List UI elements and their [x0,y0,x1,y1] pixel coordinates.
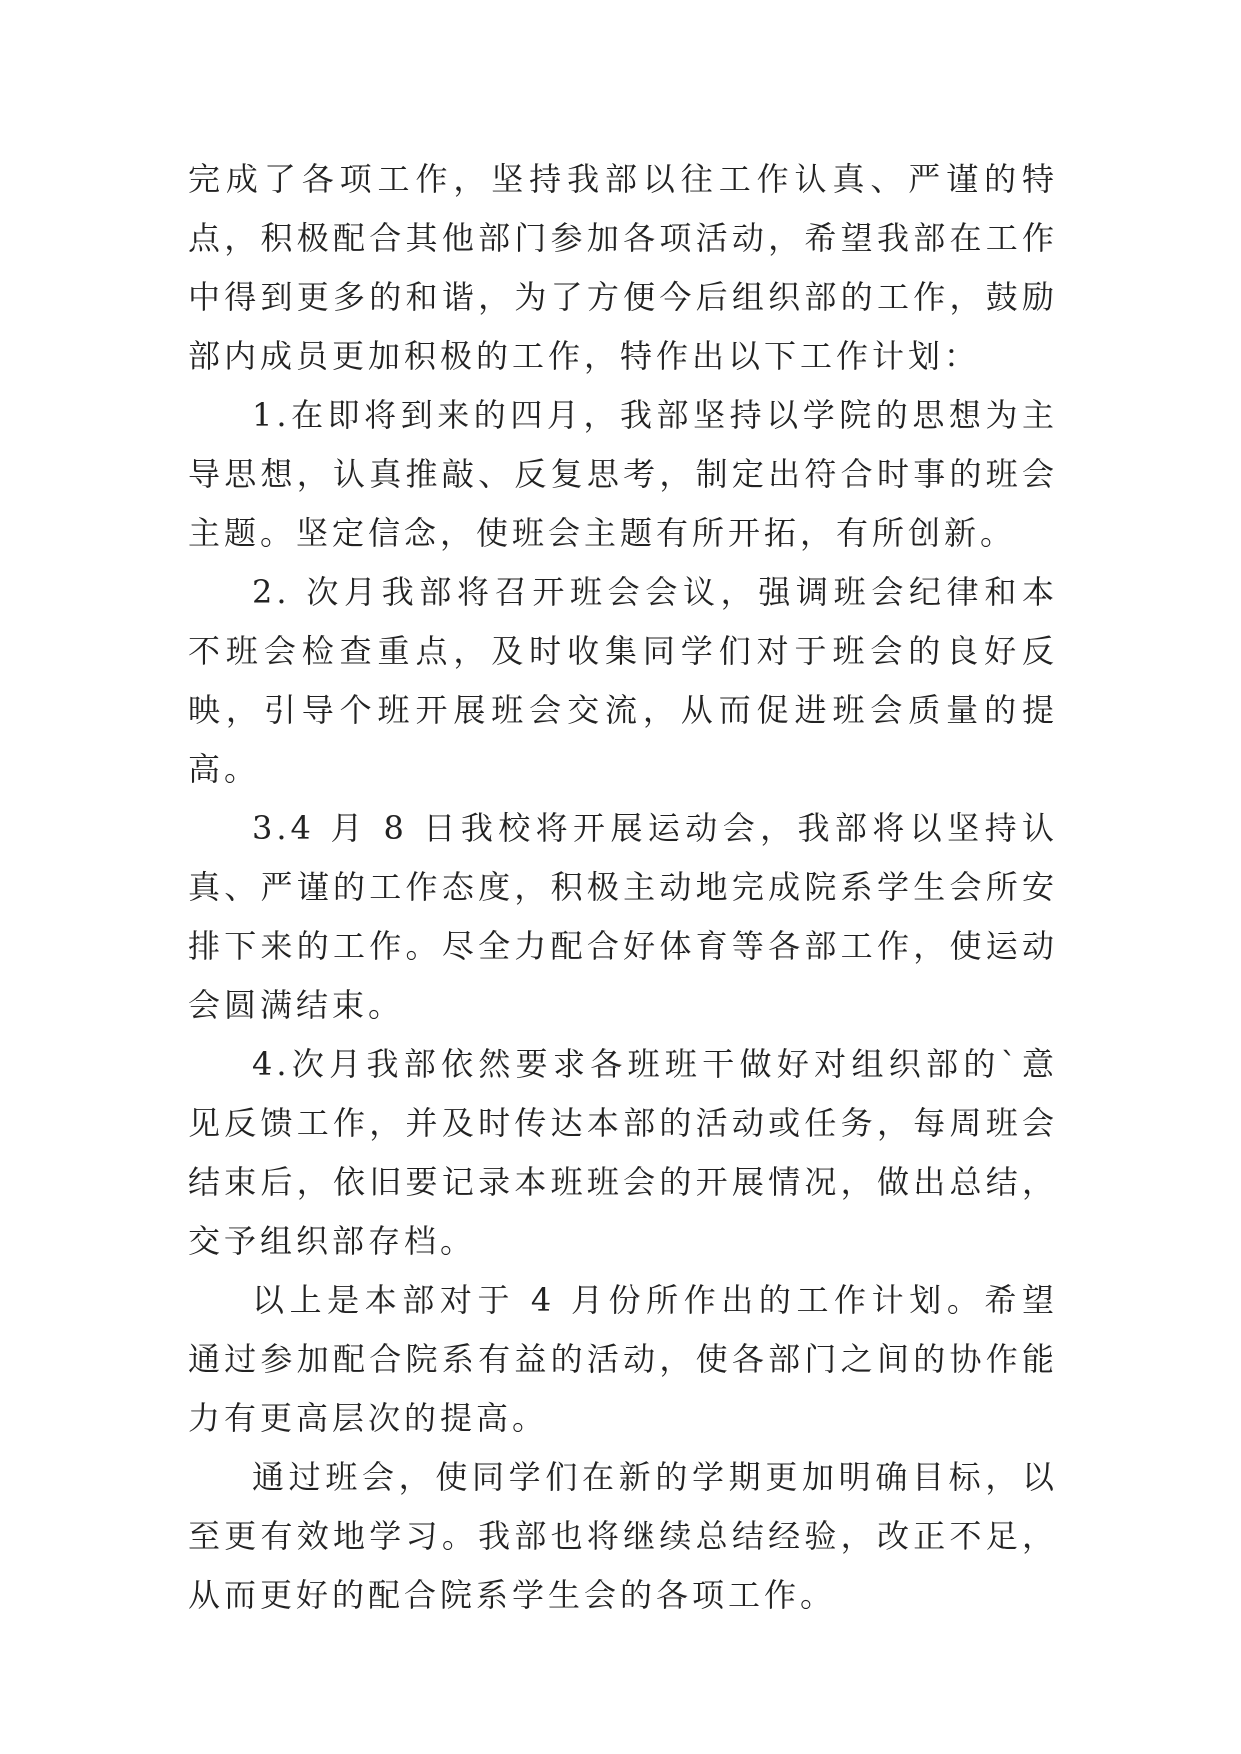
paragraph-summary: 以上是本部对于 4 月份所作出的工作计划。希望通过参加配合院系有益的活动，使各部门之间的协作能力有更高层次的提高。 [188,1281,1058,1437]
paragraph-closing: 通过班会，使同学们在新的学期更加明确目标，以至更有效地学习。我部也将继续总结经验，改正不足，从而更好的配合院系学生会的各项工作。 [188,1458,1058,1614]
paragraph-intro-continuation: 完成了各项工作，坚持我部以往工作认真、严谨的特点，积极配合其他部门参加各项活动，希望我部在工作中得到更多的和谐，为了方便今后组织部的工作，鼓励部内成员更加积极的工作，特作出以下工作计划： [188,160,1058,375]
paragraph-plan-item-3: 3.4 月 8 日我校将开展运动会，我部将以坚持认真、严谨的工作态度，积极主动地完成院系学生会所安排下来的工作。尽全力配合好体育等各部工作，使运动会圆满结束。 [188,809,1058,1024]
paragraph-plan-item-1: 1.在即将到来的四月，我部坚持以学院的思想为主导思想，认真推敲、反复思考，制定出符合时事的班会主题。坚定信念，使班会主题有所开拓，有所创新。 [188,396,1058,552]
paragraph-plan-item-4: 4.次月我部依然要求各班班干做好对组织部的`意见反馈工作，并及时传达本部的活动或任务，每周班会结束后，依旧要记录本班班会的开展情况，做出总结，交予组织部存档。 [188,1045,1058,1260]
paragraph-plan-item-2: 2. 次月我部将召开班会会议，强调班会纪律和本不班会检查重点，及时收集同学们对于班会的良好反映，引导个班开展班会交流，从而促进班会质量的提高。 [188,573,1058,788]
document-body [188,150,1058,1625]
